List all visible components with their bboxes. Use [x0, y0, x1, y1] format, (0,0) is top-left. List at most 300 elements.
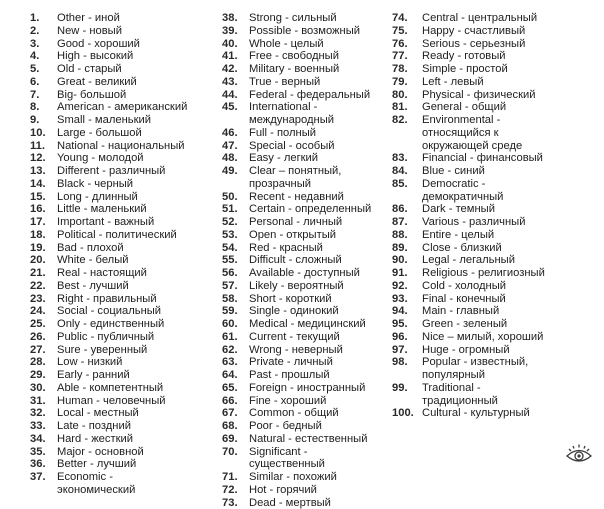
item-number: 60. [222, 318, 249, 331]
item-word-translation: Similar - похожий [249, 471, 337, 484]
item-number: 20. [30, 254, 57, 267]
item-number: 96. [392, 331, 422, 344]
list-item [222, 433, 392, 446]
list-item [30, 305, 216, 318]
list-item [222, 484, 392, 497]
item-word-translation: Full - полный [249, 127, 316, 140]
item-number: 29. [30, 369, 57, 382]
item-number: 84. [392, 165, 422, 178]
list-item [392, 63, 592, 76]
item-number: 40. [222, 38, 249, 51]
item-word-translation: Red - красный [249, 242, 323, 255]
item-number: 68. [222, 420, 249, 433]
item-word-translation: American - американский [57, 101, 187, 114]
item-word-translation: Central - центральный [422, 12, 537, 25]
list-item [30, 89, 216, 102]
list-item [392, 305, 592, 318]
item-word-translation: Human - человечный [57, 395, 166, 408]
item-number: 2. [30, 25, 57, 38]
item-number: 39. [222, 25, 249, 38]
item-number: 65. [222, 382, 249, 395]
item-word-translation: Bad - плохой [57, 242, 124, 255]
item-word-translation: Left - левый [422, 76, 484, 89]
list-item [222, 12, 392, 25]
list-item [222, 280, 392, 293]
item-word-translation: Foreign - иностранный [249, 382, 365, 395]
list-item [30, 280, 216, 293]
list-item [222, 140, 392, 153]
list-item [30, 344, 216, 357]
item-number: 89. [392, 242, 422, 255]
item-number: 90. [392, 254, 422, 267]
item-number: 53. [222, 229, 249, 242]
item-word-translation: Democratic - демократичный [422, 178, 503, 204]
item-number: 85. [392, 178, 422, 204]
list-item [392, 114, 592, 152]
item-word-translation: Great - великий [57, 76, 137, 89]
item-word-translation: Able - компетентный [57, 382, 163, 395]
item-number: 42. [222, 63, 249, 76]
item-word-translation: Huge - огромный [422, 344, 510, 357]
list-item [30, 254, 216, 267]
item-number: 57. [222, 280, 249, 293]
item-word-translation: Hard - жесткий [57, 433, 133, 446]
item-word-translation: Economic - экономический [57, 471, 135, 497]
item-number: 92. [392, 280, 422, 293]
item-word-translation: Fine - хороший [249, 395, 326, 408]
item-number: 82. [392, 114, 422, 152]
item-word-translation: Poor - бедный [249, 420, 322, 433]
item-number: 45. [222, 101, 249, 127]
list-item [30, 242, 216, 255]
item-word-translation: Real - настоящий [57, 267, 147, 280]
item-number: 76. [392, 38, 422, 51]
list-item [30, 433, 216, 446]
list-item [392, 25, 592, 38]
item-number: 12. [30, 152, 57, 165]
list-item [30, 12, 216, 25]
word-list-column-3 [392, 12, 592, 476]
item-word-translation: Possible - возможный [249, 25, 360, 38]
list-item [222, 152, 392, 165]
item-word-translation: Low - низкий [57, 356, 122, 369]
list-item [392, 356, 592, 382]
item-number: 71. [222, 471, 249, 484]
item-number: 97. [392, 344, 422, 357]
item-word-translation: Blue - синий [422, 165, 485, 178]
list-item [30, 50, 216, 63]
item-word-translation: Physical - физический [422, 89, 535, 102]
list-item [30, 114, 216, 127]
item-number: 8. [30, 101, 57, 114]
item-number: 14. [30, 178, 57, 191]
list-item [222, 318, 392, 331]
item-word-translation: Better - лучший [57, 458, 136, 471]
item-number: 48. [222, 152, 249, 165]
item-number: 13. [30, 165, 57, 178]
item-word-translation: Small - маленький [57, 114, 151, 127]
list-item [30, 356, 216, 369]
item-word-translation: National - национальный [57, 140, 185, 153]
item-word-translation: International - международный [249, 101, 334, 127]
list-item [392, 76, 592, 89]
list-item [30, 191, 216, 204]
item-word-translation: Easy - легкий [249, 152, 318, 165]
item-word-translation: Late - поздний [57, 420, 131, 433]
item-word-translation: Various - различный [422, 216, 525, 229]
item-word-translation: Final - конечный [422, 293, 506, 306]
list-item [222, 191, 392, 204]
item-number: 94. [392, 305, 422, 318]
item-word-translation: Dead - мертвый [249, 497, 331, 509]
item-number: 79. [392, 76, 422, 89]
list-item [222, 369, 392, 382]
item-number: 1. [30, 12, 57, 25]
list-item [222, 63, 392, 76]
item-number: 70. [222, 446, 249, 472]
item-word-translation: True - верный [249, 76, 320, 89]
item-word-translation: Political - политический [57, 229, 177, 242]
item-word-translation: New - новый [57, 25, 122, 38]
item-number: 63. [222, 356, 249, 369]
item-number: 49. [222, 165, 249, 191]
list-item [222, 267, 392, 280]
item-number: 7. [30, 89, 57, 102]
list-item [30, 140, 216, 153]
item-number: 83. [392, 152, 422, 165]
list-item [392, 407, 592, 420]
list-item [30, 229, 216, 242]
item-word-translation: Ready - готовый [422, 50, 506, 63]
item-number: 86. [392, 203, 422, 216]
list-item [30, 458, 216, 471]
item-word-translation: Good - хороший [57, 38, 140, 51]
item-word-translation: Single - одинокий [249, 305, 339, 318]
list-item [222, 446, 392, 472]
list-item [392, 216, 592, 229]
item-number: 54. [222, 242, 249, 255]
list-item [392, 242, 592, 255]
item-word-translation: Clear – понятный, прозрачный [249, 165, 341, 191]
list-item [392, 50, 592, 63]
list-item [222, 89, 392, 102]
item-number: 77. [392, 50, 422, 63]
item-word-translation: Close - близкий [422, 242, 502, 255]
list-item [392, 203, 592, 216]
list-item [30, 293, 216, 306]
list-item [30, 382, 216, 395]
item-word-translation: Certain - определенный [249, 203, 371, 216]
item-number: 51. [222, 203, 249, 216]
list-item [392, 12, 592, 25]
item-number: 10. [30, 127, 57, 140]
item-word-translation: Wrong - неверный [249, 344, 343, 357]
list-item [30, 76, 216, 89]
list-item [30, 152, 216, 165]
item-word-translation: Social - социальный [57, 305, 161, 318]
item-word-translation: Nice – милый, хороший [422, 331, 543, 344]
item-number: 4. [30, 50, 57, 63]
item-word-translation: Likely - вероятный [249, 280, 344, 293]
item-word-translation: Old - старый [57, 63, 122, 76]
list-item [30, 203, 216, 216]
list-item [30, 38, 216, 51]
list-item [222, 293, 392, 306]
item-number: 93. [392, 293, 422, 306]
item-word-translation: Environmental - относящийся к окружающей среде [422, 114, 522, 152]
item-word-translation: Short - короткий [249, 293, 332, 306]
item-number: 17. [30, 216, 57, 229]
item-number: 95. [392, 318, 422, 331]
item-word-translation: Early - ранний [57, 369, 130, 382]
item-word-translation: Sure - уверенный [57, 344, 147, 357]
list-item [30, 420, 216, 433]
item-number: 44. [222, 89, 249, 102]
item-word-translation: Important - важный [57, 216, 154, 229]
item-word-translation: Popular - известный, популярный [422, 356, 528, 382]
list-item [392, 331, 592, 344]
list-item [392, 152, 592, 165]
item-word-translation: Whole - целый [249, 38, 324, 51]
item-number: 32. [30, 407, 57, 420]
list-item [392, 101, 592, 114]
item-word-translation: Public - публичный [57, 331, 154, 344]
list-item [222, 331, 392, 344]
word-list-column-2 [222, 12, 392, 476]
list-item [392, 344, 592, 357]
item-word-translation: General - общий [422, 101, 506, 114]
list-item [222, 305, 392, 318]
item-number: 34. [30, 433, 57, 446]
item-word-translation: Young - молодой [57, 152, 144, 165]
list-item [30, 216, 216, 229]
item-number: 66. [222, 395, 249, 408]
item-word-translation: Legal - легальный [422, 254, 515, 267]
list-item [392, 178, 592, 204]
item-word-translation: Only - единственный [57, 318, 164, 331]
list-item [222, 497, 392, 509]
item-word-translation: Open - открытый [249, 229, 336, 242]
list-item [30, 101, 216, 114]
list-item [30, 25, 216, 38]
list-item [222, 76, 392, 89]
item-number: 18. [30, 229, 57, 242]
item-number: 3. [30, 38, 57, 51]
item-word-translation: Black - черный [57, 178, 133, 191]
list-item [30, 369, 216, 382]
item-word-translation: Cold - холодный [422, 280, 506, 293]
list-item [222, 203, 392, 216]
item-number: 24. [30, 305, 57, 318]
item-number: 37. [30, 471, 57, 497]
item-number: 43. [222, 76, 249, 89]
list-item [222, 242, 392, 255]
item-number: 59. [222, 305, 249, 318]
item-word-translation: Other - иной [57, 12, 120, 25]
list-item [392, 89, 592, 102]
item-number: 64. [222, 369, 249, 382]
item-word-translation: Major - основной [57, 446, 144, 459]
list-item [222, 229, 392, 242]
item-number: 80. [392, 89, 422, 102]
item-number: 50. [222, 191, 249, 204]
item-number: 15. [30, 191, 57, 204]
item-word-translation: Little - маленький [57, 203, 147, 216]
item-word-translation: Special - особый [249, 140, 335, 153]
item-number: 62. [222, 344, 249, 357]
list-item [30, 331, 216, 344]
list-item [222, 101, 392, 127]
item-number: 91. [392, 267, 422, 280]
item-number: 35. [30, 446, 57, 459]
list-item [392, 38, 592, 51]
list-item [222, 254, 392, 267]
item-word-translation: Religious - религиозный [422, 267, 545, 280]
item-number: 75. [392, 25, 422, 38]
item-number: 69. [222, 433, 249, 446]
item-number: 99. [392, 382, 422, 408]
item-word-translation: Entire - целый [422, 229, 494, 242]
item-number: 78. [392, 63, 422, 76]
item-number: 81. [392, 101, 422, 114]
item-number: 9. [30, 114, 57, 127]
list-item [30, 63, 216, 76]
list-item [222, 216, 392, 229]
item-word-translation: Past - прошлый [249, 369, 330, 382]
list-item [392, 280, 592, 293]
item-word-translation: Recent - недавний [249, 191, 344, 204]
item-word-translation: Hot - горячий [249, 484, 317, 497]
item-word-translation: Green - зеленый [422, 318, 507, 331]
list-item [30, 318, 216, 331]
item-word-translation: White - белый [57, 254, 129, 267]
list-item [222, 127, 392, 140]
item-number: 25. [30, 318, 57, 331]
item-number: 41. [222, 50, 249, 63]
item-word-translation: Financial - финансовый [422, 152, 543, 165]
list-item [30, 471, 216, 497]
list-item [222, 50, 392, 63]
item-word-translation: Best - лучший [57, 280, 129, 293]
item-word-translation: Long - длинный [57, 191, 138, 204]
item-word-translation: Dark - темный [422, 203, 495, 216]
item-number: 38. [222, 12, 249, 25]
word-list-column-1 [30, 12, 216, 476]
item-word-translation: Cultural - культурный [422, 407, 530, 420]
item-number: 87. [392, 216, 422, 229]
item-number: 11. [30, 140, 57, 153]
item-number: 26. [30, 331, 57, 344]
item-number: 27. [30, 344, 57, 357]
list-item [222, 407, 392, 420]
item-number: 88. [392, 229, 422, 242]
item-number: 21. [30, 267, 57, 280]
item-number: 31. [30, 395, 57, 408]
list-item [30, 267, 216, 280]
list-item [30, 127, 216, 140]
item-word-translation: Local - местный [57, 407, 139, 420]
item-word-translation: Significant - существенный [249, 446, 325, 472]
list-item [30, 178, 216, 191]
list-item [30, 446, 216, 459]
list-item [392, 267, 592, 280]
list-item [222, 38, 392, 51]
list-item [222, 344, 392, 357]
item-word-translation: Big- большой [57, 89, 126, 102]
list-item [392, 254, 592, 267]
item-word-translation: Military - военный [249, 63, 339, 76]
item-word-translation: Right - правильный [57, 293, 157, 306]
item-number: 55. [222, 254, 249, 267]
item-number: 67. [222, 407, 249, 420]
item-word-translation: Serious - серьезный [422, 38, 525, 51]
item-number: 74. [392, 12, 422, 25]
item-word-translation: Happy - счастливый [422, 25, 525, 38]
item-number: 73. [222, 497, 249, 509]
list-item [222, 25, 392, 38]
list-item [222, 356, 392, 369]
list-item [392, 382, 592, 408]
list-item [222, 165, 392, 191]
list-item [222, 420, 392, 433]
item-number: 72. [222, 484, 249, 497]
item-word-translation: Main - главный [422, 305, 499, 318]
list-item [392, 229, 592, 242]
list-item [30, 407, 216, 420]
item-word-translation: Common - общий [249, 407, 339, 420]
item-word-translation: Private - личный [249, 356, 333, 369]
item-number: 30. [30, 382, 57, 395]
item-number: 33. [30, 420, 57, 433]
eye-watermark-icon [564, 440, 594, 470]
item-number: 19. [30, 242, 57, 255]
item-word-translation: Large - большой [57, 127, 142, 140]
list-item [30, 395, 216, 408]
item-number: 6. [30, 76, 57, 89]
item-number: 23. [30, 293, 57, 306]
item-number: 28. [30, 356, 57, 369]
item-word-translation: Difficult - сложный [249, 254, 342, 267]
item-word-translation: Available - доступный [249, 267, 360, 280]
item-word-translation: Traditional - традиционный [422, 382, 498, 408]
item-number: 61. [222, 331, 249, 344]
item-number: 56. [222, 267, 249, 280]
item-word-translation: Natural - естественный [249, 433, 367, 446]
item-word-translation: Federal - федеральный [249, 89, 370, 102]
item-number: 16. [30, 203, 57, 216]
list-item [222, 395, 392, 408]
item-word-translation: Simple - простой [422, 63, 508, 76]
item-number: 5. [30, 63, 57, 76]
item-number: 52. [222, 216, 249, 229]
item-number: 100. [392, 407, 422, 420]
list-item [30, 165, 216, 178]
item-word-translation: Free - свободный [249, 50, 339, 63]
item-word-translation: Medical - медицинский [249, 318, 366, 331]
list-item [222, 382, 392, 395]
item-word-translation: Current - текущий [249, 331, 340, 344]
item-word-translation: Strong - сильный [249, 12, 337, 25]
item-word-translation: High - высокий [57, 50, 133, 63]
item-number: 22. [30, 280, 57, 293]
item-number: 98. [392, 356, 422, 382]
item-number: 36. [30, 458, 57, 471]
item-number: 46. [222, 127, 249, 140]
item-word-translation: Personal - личный [249, 216, 342, 229]
list-item [392, 318, 592, 331]
list-item [392, 293, 592, 306]
item-word-translation: Different - различный [57, 165, 165, 178]
